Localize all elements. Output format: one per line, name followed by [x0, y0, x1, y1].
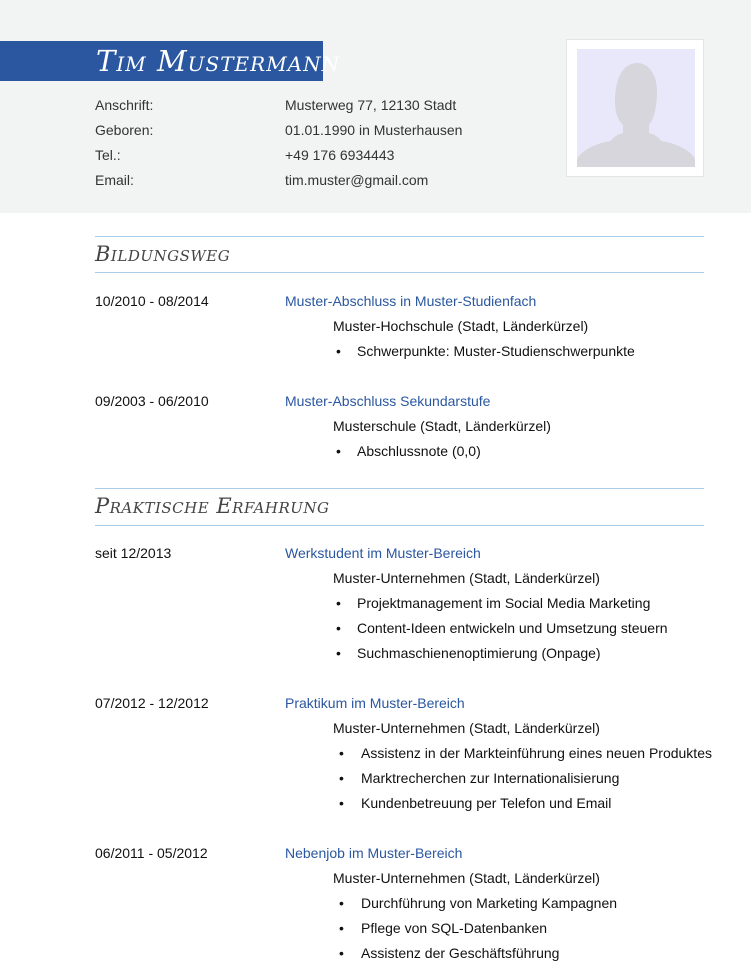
entry-date: 09/2003 - 06/2010: [95, 393, 209, 409]
entry-date: 07/2012 - 12/2012: [95, 695, 209, 711]
list-item: • Kundenbetreuung per Telefon und Email: [333, 795, 712, 820]
section-divider: [95, 525, 704, 526]
list-item: • Abschlussnote (0,0): [333, 443, 481, 468]
list-item: • Pflege von SQL-Datenbanken: [333, 920, 617, 945]
entry-organization: Muster-Unternehmen (Stadt, Länderkürzel): [333, 870, 600, 886]
info-value: Musterweg 77, 12130 Stadt: [285, 97, 457, 113]
entry-date: 06/2011 - 05/2012: [95, 845, 208, 861]
entry-organization: Muster-Unternehmen (Stadt, Länderkürzel): [333, 570, 600, 586]
list-item: • Projektmanagement im Social Media Marketing: [333, 595, 668, 620]
list-item: • Durchführung von Marketing Kampagnen: [333, 895, 617, 920]
profile-photo: [566, 39, 704, 177]
info-value: 01.01.1990 in Musterhausen: [285, 122, 463, 138]
info-label: Geboren:: [95, 122, 154, 138]
list-item: • Schwerpunkte: Muster-Studienschwerpunkte: [333, 343, 635, 368]
entry-title: Praktikum im Muster-Bereich: [285, 695, 465, 711]
section-divider: [95, 488, 704, 489]
list-item: • Assistenz der Geschäftsführung: [333, 945, 617, 970]
entry-title: Muster-Abschluss in Muster-Studienfach: [285, 293, 537, 309]
info-label: Email:: [95, 172, 134, 188]
entry-date: 10/2010 - 08/2014: [95, 293, 209, 309]
entry-title: Werkstudent im Muster-Bereich: [285, 545, 481, 561]
section-divider: [95, 236, 704, 237]
entry-title: Muster-Abschluss Sekundarstufe: [285, 393, 491, 409]
section-title-education: Bildungsweg: [95, 242, 231, 266]
list-item: • Suchmaschienenoptimierung (Onpage): [333, 645, 668, 670]
entry-organization: Musterschule (Stadt, Länderkürzel): [333, 418, 551, 434]
info-value: tim.muster@gmail.com: [285, 172, 429, 188]
list-item: • Marktrecherchen zur Internationalisierung: [333, 770, 712, 795]
list-item: • Assistenz in der Markteinführung eines neuen Produktes: [333, 745, 712, 770]
entry-bullets: [333, 443, 481, 468]
entry-bullets: [333, 595, 668, 670]
entry-bullets: [333, 343, 635, 368]
entry-title: Nebenjob im Muster-Bereich: [285, 845, 463, 861]
section-title-experience: Praktische Erfahrung: [95, 494, 330, 518]
entry-bullets: [333, 745, 712, 820]
avatar-silhouette-icon: [577, 49, 695, 167]
entry-organization: Muster-Hochschule (Stadt, Länderkürzel): [333, 318, 589, 334]
info-value: +49 176 6934443: [285, 147, 395, 163]
name-banner: Tim Mustermann: [0, 41, 323, 81]
entry-date: seit 12/2013: [95, 545, 172, 561]
list-item: • Content-Ideen entwickeln und Umsetzung steuern: [333, 620, 668, 645]
info-label: Anschrift:: [95, 97, 154, 113]
section-divider: [95, 272, 704, 273]
entry-organization: Muster-Unternehmen (Stadt, Länderkürzel): [333, 720, 600, 736]
info-label: Tel.:: [95, 147, 121, 163]
entry-bullets: [333, 895, 617, 970]
